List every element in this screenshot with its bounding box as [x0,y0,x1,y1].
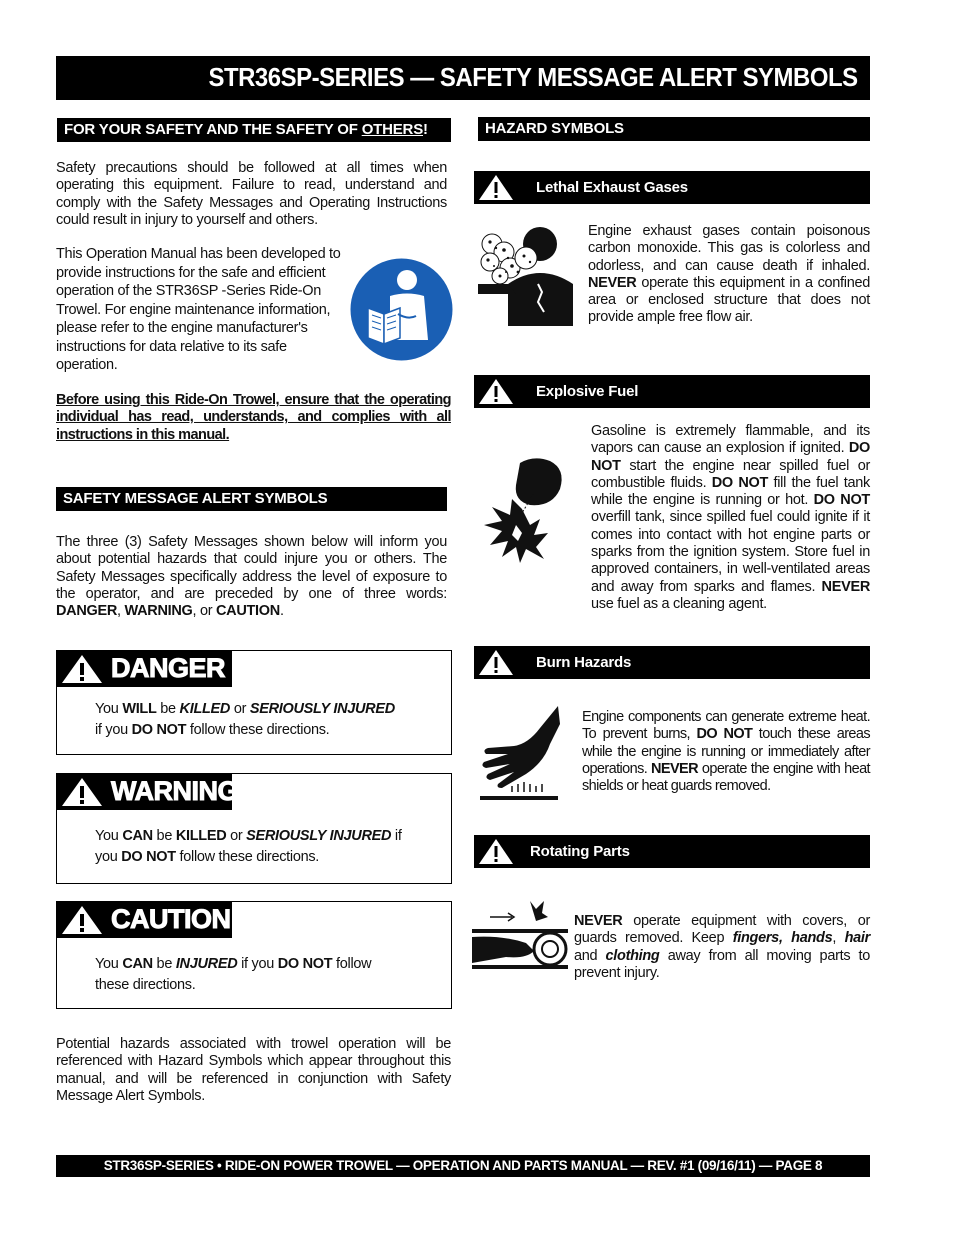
word-caution: CAUTION [215,603,280,620]
danger-word: DANGER [111,653,226,683]
t: You [95,701,123,717]
danger-header [57,651,232,687]
page-footer: STR36SP-SERIES • RIDE-ON POWER TROWEL — OPERATION AND PARTS MANUAL — REV. #1 (09/16/11) — PAGE 8 [56,1155,870,1177]
hazard-bar-burn [474,646,870,679]
caution-box [56,901,452,1009]
hazard-section-header: HAZARD SYMBOLS [478,117,870,141]
alert-triangle-icon [478,174,514,201]
safety-section-header [57,118,451,142]
warning-text [95,826,402,868]
alert-triangle-icon [61,777,103,807]
safety-header-text: FOR YOUR SAFETY AND THE SAFETY OF [64,121,362,138]
t: NEVER [574,913,623,929]
hazard-text-burn [582,709,870,795]
t: NEVER [821,578,870,595]
caution-text [95,954,371,996]
safety-paragraph-2: This Operation Manual has been developed to provide instructions for the safe and efficient operation of the STR36SP -Series Ride-On Trowel. For engine maintenance information, please refer to the engine manufacturer's instructions for data relative to its safe operation. [56,246,341,373]
hazard-label-burn: Burn Hazards [536,654,632,671]
t: KILLED [175,828,227,844]
t: if [391,828,402,844]
hazard-bar-fuel [474,375,870,408]
t: You [95,828,123,844]
t: WILL [122,701,157,717]
t: be [152,828,176,844]
t: Gasoline is extremely flammable, and its vapors can cause an explosion if ignited. [591,423,870,457]
t: DO NOT [121,849,176,865]
hazard-text-rotating [574,913,870,982]
hazard-label-exhaust: Lethal Exhaust Gases [536,179,688,196]
t: operate the engine with heat shields or heat guards removed. [582,760,870,795]
t: SERIOUSLY INJURED [246,828,392,844]
t: DO NOT [711,474,769,491]
t: or [226,828,247,844]
t: follow these directions. [175,849,320,865]
safety-paragraph-3: Before using this Ride-On Trowel, ensure that the operating individual has read, understands, and complies with all instructions in this manual. [56,392,451,443]
hazard-label-rotating: Rotating Parts [530,843,630,860]
sep: . [279,603,284,620]
safety-paragraph-1: Safety precautions should be followed at all times when operating this equipment. Failure to read, understand and comply with the Safety Messages and Operating Instructions could result in injury to yourself and others. [56,160,447,228]
t: away from all moving parts to prevent injury. [574,947,870,981]
t: DO NOT [277,956,333,972]
t: NEVER [651,760,699,777]
hazard-bar-rotating [474,835,870,868]
t: and [574,947,606,964]
t: or [230,701,250,717]
t: NEVER [588,274,637,291]
hazard-label-fuel: Explosive Fuel [536,383,639,400]
t: be [152,956,176,972]
t: follow these directions. [186,722,330,738]
t: hair [844,930,870,947]
caution-header [57,902,232,938]
warning-box [56,773,452,884]
t: if you [95,722,132,738]
alert-paragraph [56,534,447,620]
alert-triangle-icon [478,378,514,405]
hazard-text-exhaust [588,223,870,327]
sep: , [117,603,125,620]
t: INJURED [175,956,238,972]
burn-hand-icon [478,704,560,802]
exhaust-gas-icon [478,222,583,327]
word-danger: DANGER [56,603,118,620]
warning-header [57,774,238,810]
rotating-parts-icon [472,895,568,987]
t: start the engine near spilled fuel or combustible fluids. [591,457,870,491]
t: CAN [122,956,153,972]
t: overfill tank, since spilled fuel could ignite if it comes into contact with hot engine parts or sparks from the ignition system. Store fuel in approved containers, in well-ventilated areas and away from sparks and flames. [591,509,870,595]
hazard-intro-paragraph: Potential hazards associated with trowel operation will be referenced with Hazard Symbols which appear throughout this manual, and will be referenced in conjunction with Safety Message Alert Symbols. [56,1036,451,1104]
danger-text [95,699,395,741]
t: KILLED [179,701,231,717]
explosion-icon [478,455,583,565]
alert-section-header: SAFETY MESSAGE ALERT SYMBOLS [56,487,447,511]
caution-word: CAUTION [111,904,231,934]
t: CAN [122,828,153,844]
read-manual-icon [350,258,453,361]
t: follow [332,956,372,972]
t: DO NOT [696,726,753,743]
t: DO NOT [591,440,870,474]
safety-header-exclaim: ! [423,121,428,138]
word-warning: WARNING [124,603,193,620]
t: fill the fuel tank while the engine is running or hot. [591,474,870,509]
t: DO NOT [813,492,870,509]
t: operate this equipment in a confined area or enclosed structure that does not provide ample free flow air. [588,274,870,326]
hazard-text-fuel [591,423,870,613]
t: clothing [605,947,660,964]
warning-word: WARNING [111,776,238,806]
t: you [95,849,122,865]
t: be [156,701,180,717]
sep: , or [192,603,216,620]
alert-triangle-icon [61,654,103,684]
alert-triangle-icon [478,838,514,865]
alert-triangle-icon [61,905,103,935]
alert-triangle-icon [478,649,514,676]
t: if you [237,956,278,972]
danger-box [56,650,452,755]
t: operate equipment with covers, or guards removed. Keep [574,913,870,947]
page-title-bar [56,56,870,100]
t: touch these areas while the engine is running or immediately after operations. [582,726,870,777]
hazard-bar-exhaust [474,171,870,204]
t: SERIOUSLY INJURED [249,701,395,717]
t: fingers, hands [732,930,833,947]
page-title: STR36SP-SERIES — SAFETY MESSAGE ALERT SYMBOLS [208,62,858,92]
t: You [95,956,123,972]
t: DO NOT [131,722,187,738]
t: , [832,930,845,947]
t: Engine exhaust gases contain poisonous carbon monoxide. This gas is colorless and odorless, and can cause death if inhaled. [588,223,870,274]
t: use fuel as a cleaning agent. [591,595,767,612]
t: these directions. [95,977,196,993]
alert-paragraph-text: The three (3) Safety Messages shown below will inform you about potential hazards that could injure you or others. The Safety Messages specifically address the level of exposure to the operator, and are preceded by one of three words: [56,534,447,602]
safety-header-others: OTHERS [361,121,423,138]
t: Engine components can generate extreme heat. To prevent burns, [582,709,870,743]
